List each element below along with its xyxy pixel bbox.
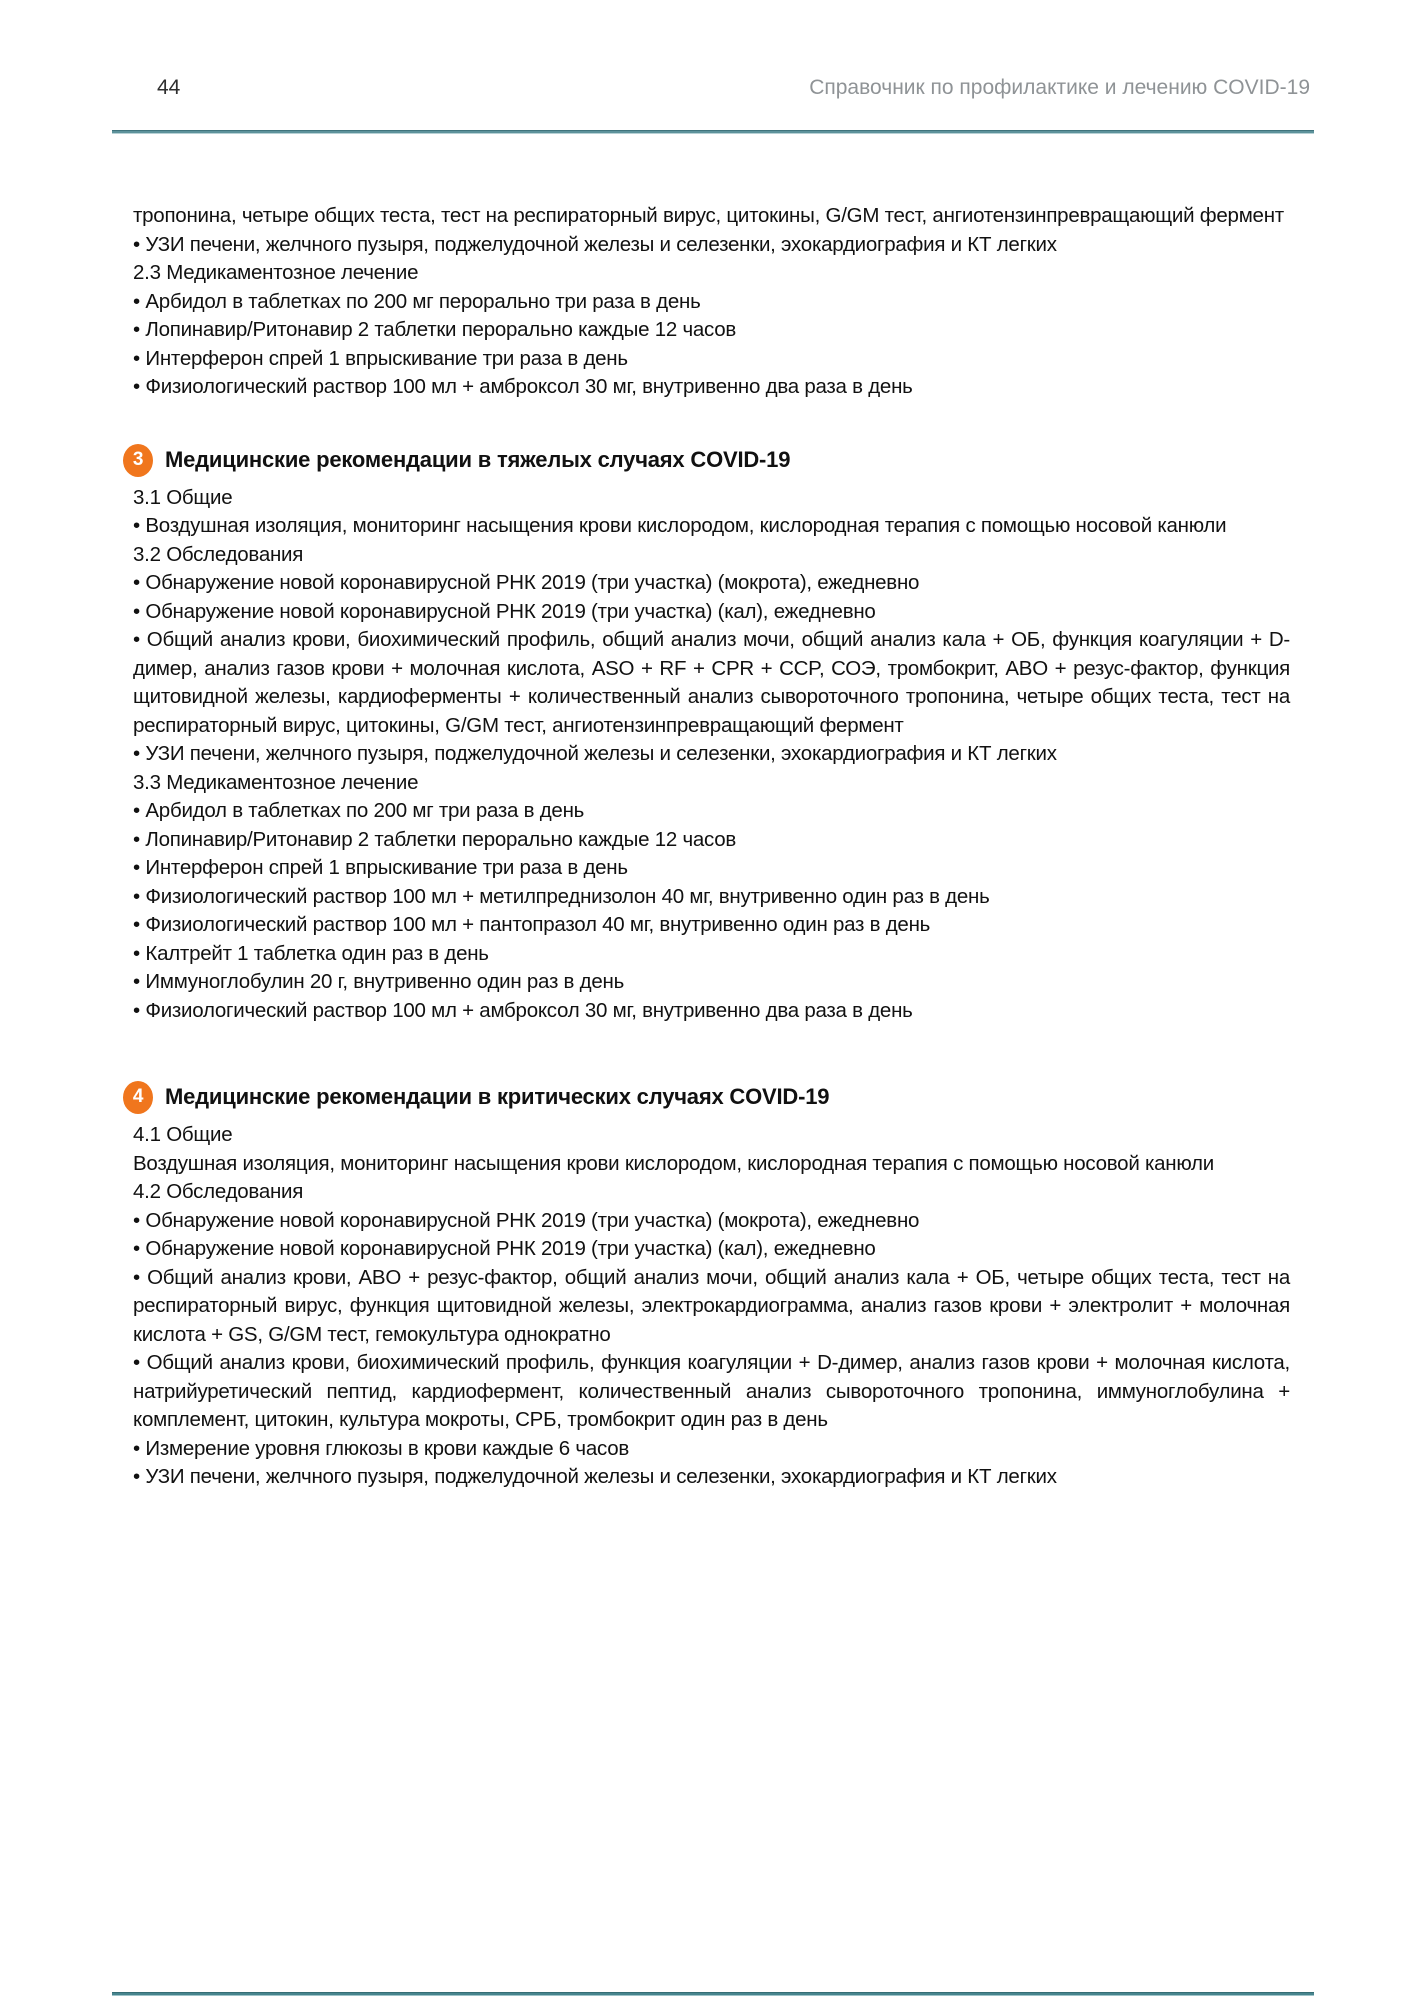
list-item: • Обнаружение новой коронавирусной РНК 2019 (три участка) (кал), ежедневно — [133, 1237, 876, 1260]
list-item: • Измерение уровня глюкозы в крови каждые 6 часов — [133, 1436, 629, 1460]
list-item: • Обнаружение новой коронавирусной РНК 2019 (три участка) (кал), ежедневно — [133, 599, 876, 623]
list-item: • УЗИ печени, желчного пузыря, поджелудочной железы и селезенки, эхокардиография и КТ легких — [133, 1465, 1057, 1488]
section-heading-3 — [123, 444, 1290, 477]
list-item: • Арбидол в таблетках по 200 мг три раза в день — [133, 799, 585, 822]
page-body — [133, 202, 1290, 1492]
list-item: • УЗИ печени, желчного пузыря, поджелудочной железы и селезенки, эхокардиография и КТ легких — [133, 232, 1057, 256]
subsection-label: 3.2 Обследования — [133, 542, 304, 566]
subsection-label: 3.1 Общие — [133, 485, 233, 509]
footer-rule — [112, 1992, 1314, 1996]
page-number: 44 — [157, 76, 181, 99]
subsection-label: 4.1 Общие — [133, 1123, 233, 1146]
section-number-badge: 3 — [123, 444, 153, 477]
list-item: • Интерферон спрей 1 впрыскивание три раза в день — [133, 346, 628, 370]
subsection-label: 3.3 Медикаментозное лечение — [133, 770, 419, 794]
list-item: • Калтрейт 1 таблетка один раз в день — [133, 941, 489, 965]
section-title: Медицинские рекомендации в тяжелых случаях COVID-19 — [165, 446, 791, 472]
subsection-label: 2.3 Медикаментозное лечение — [133, 261, 419, 284]
section-heading-4 — [123, 1081, 1290, 1114]
header-rule — [112, 130, 1314, 134]
page-header — [157, 76, 1310, 100]
list-item: • Физиологический раствор 100 мл + метилпреднизолон 40 мг, внутривенно один раз в день — [133, 884, 990, 908]
list-item: • Лопинавир/Ритонавир 2 таблетки перорально каждые 12 часов — [133, 827, 737, 851]
list-item: • Интерферон спрей 1 впрыскивание три раза в день — [133, 856, 628, 879]
list-item: • Обнаружение новой коронавирусной РНК 2019 (три участка) (мокрота), ежедневно — [133, 571, 920, 594]
section-number-badge: 4 — [123, 1081, 153, 1114]
list-item: • Физиологический раствор 100 мл + амброксол 30 мг, внутривенно два раза в день — [133, 375, 913, 398]
list-item: • Арбидол в таблетках по 200 мг перорально три раза в день — [133, 289, 701, 313]
list-item: • Физиологический раствор 100 мл + пантопразол 40 мг, внутривенно один раз в день — [133, 913, 931, 936]
list-item: • Общий анализ крови, биохимический профиль, общий анализ мочи, общий анализ кала + ОБ, функция коагуляции + D-димер, анализ газов крови + молочная кислота, ASO + RF + CPR + CCP, СОЭ, тромбокрит, ABO + резус-фактор, функция щитовидной железы, кардиоферменты + количественный анализ сывороточного тропонина, четыре общих теста, тест на респираторный вирус, цитокины, G/GM тест, ангиотензинпревращающий фермент — [133, 628, 1290, 737]
list-item: • Иммуноглобулин 20 г, внутривенно один раз в день — [133, 970, 625, 993]
paragraph: тропонина, четыре общих теста, тест на респираторный вирус, цитокины, G/GM тест, ангиотензинпревращающий фермент — [133, 204, 1284, 227]
list-item: • УЗИ печени, желчного пузыря, поджелудочной железы и селезенки, эхокардиография и КТ легких — [133, 742, 1057, 765]
section-title: Медицинские рекомендации в критических случаях COVID-19 — [165, 1084, 830, 1110]
list-item: • Общий анализ крови, биохимический профиль, функция коагуляции + D-димер, анализ газов крови + молочная кислота, натрийуретический пептид, кардиофермент, количественный анализ сывороточного тропонина, иммуноглобулина + комплемент, цитокин, культура мокроты, СРБ, тромбокрит один раз в день — [133, 1351, 1290, 1431]
paragraph: Воздушная изоляция, мониторинг насыщения крови кислородом, кислородная терапия с помощью носовой канюли — [133, 1151, 1214, 1175]
list-item: • Лопинавир/Ритонавир 2 таблетки перорально каждые 12 часов — [133, 318, 737, 341]
list-item: • Физиологический раствор 100 мл + амброксол 30 мг, внутривенно два раза в день — [133, 998, 913, 1022]
list-item: • Обнаружение новой коронавирусной РНК 2019 (три участка) (мокрота), ежедневно — [133, 1208, 920, 1232]
list-item: • Воздушная изоляция, мониторинг насыщения крови кислородом, кислородная терапия с помощью носовой канюли — [133, 514, 1227, 537]
running-header-title: Справочник по профилактике и лечению COVID-19 — [809, 76, 1310, 99]
list-item: • Общий анализ крови, ABO + резус-фактор, общий анализ мочи, общий анализ кала + ОБ, четыре общих теста, тест на респираторный вирус, функция щитовидной железы, электрокардиограмма, анализ газов крови + электролит + молочная кислота + GS, G/GM тест, гемокультура однократно — [133, 1265, 1290, 1346]
subsection-label: 4.2 Обследования — [133, 1180, 304, 1203]
